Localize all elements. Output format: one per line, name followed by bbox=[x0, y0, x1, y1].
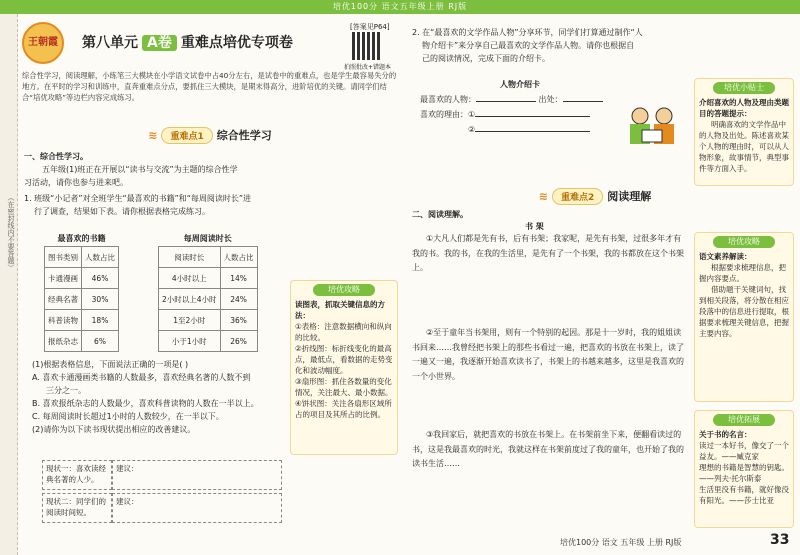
reading-kids-icon bbox=[622, 102, 682, 152]
section1-body: 一、综合性学习。 五年级(1)班正在开展以“读书与交流”为主题的综合性学 习活动，请你也参与进来吧。 1. 班级“小记者”对全班学生“最喜欢的书籍”和“每周阅读时长”进 行了调查，结果如下表。请你根据表格完成练习。 bbox=[24, 150, 399, 218]
name-input[interactable] bbox=[476, 101, 536, 102]
table-row: 卡通漫画 46% bbox=[45, 268, 119, 289]
page-number: 33 bbox=[770, 532, 790, 548]
wave-icon: ≋ bbox=[538, 190, 548, 203]
article-para-2: ②至于童年当书架用，则有一个特别的起因。那是十一岁时，我的姐姐读书回来……我曾经把书架上的那些书看过一遍，把喜欢的书放在书架上，读了一遍又一遍，我逐渐开始喜欢读书了，书架上的书越来越多，这里是我喜欢的一个小世界。 bbox=[412, 328, 684, 381]
article-body bbox=[412, 232, 687, 516]
top-header-bar: 培优100分 语文五年级上册 RJ版 bbox=[0, 0, 800, 14]
question-1-options: (1)根据表格信息，下面说法正确的一项是( ) A. 喜欢卡通漫画类书籍的人数最多，喜欢经典名著的人数不到 三分之一。 B. 喜欢报纸杂志的人数最少，喜欢科普读物的人数在一半以上。 C. 每周阅读时长超过1小时的人数较少，在一半以下。 (2)请你为以下读书现状提出相应的改善建议。 bbox=[32, 358, 290, 436]
tip-extension: 培优拓展 关于书的名言： 读过一本好书，像交了一个益友。——臧克家 理想的书籍是智慧的钥匙。——列夫·托尔斯泰 生活里没有书籍，就好像没有阳光。——莎士比亚 bbox=[694, 410, 794, 528]
article-para-1: ①大凡人们都是先有书，后有书架；我家呢，是先有书架，过很多年才有我的书。我的书，在我的生活里，是先有了一个书架，我的书都放在这个书架上。 bbox=[412, 234, 684, 272]
intro-paragraph: 综合性学习，阅读理解，小练笔三大模块在小学语文试卷中占40分左右，是试卷中的重难点，也是学生最容易失分的地方。在平时的学习和训练中，直奔重难点分点，要抓住三大模块，是期末得高分，进阶培优的关键。请同学们结合“培优攻略”等边栏内容完成练习。 bbox=[22, 71, 397, 102]
table-row: 2小时以上4小时 24% bbox=[159, 289, 258, 310]
option-a: A. 喜欢卡通漫画类书籍的人数最多，喜欢经典名著的人数不到 bbox=[32, 373, 251, 382]
unit-header bbox=[22, 22, 402, 71]
source-input[interactable] bbox=[563, 101, 603, 102]
question-2: 2. 在“最喜欢的文学作品人物”分享环节，同学们打算通过制作“人 物介绍卡”来分享自己最喜欢的文学作品人物。请你也根据自 己的阅读情况，完成下面的介绍卡。 bbox=[412, 28, 643, 63]
character-card: 人物介绍卡 最喜欢的人物： 出处： 喜欢的理由：① ② bbox=[420, 78, 620, 136]
section1-title: ≋ 重难点1 综合性学习 bbox=[148, 129, 272, 142]
article-para-3: ③我回家后，就把喜欢的书放在书架上。在书架前坐下来，便翻看读过的书，这是我最喜欢的时光，我就这样在书架前度过了我的童年，也开始了我的读书生活…… bbox=[412, 430, 684, 468]
option-b: B. 喜欢报纸杂志的人数最少，喜欢科普读物的人数在一半以上。 bbox=[32, 399, 259, 408]
publisher-logo: 王朝霞 bbox=[22, 22, 64, 64]
option-c: C. 每周阅读时长超过1小时的人数较少，在一半以下。 bbox=[32, 412, 224, 421]
table-reading-time: 每周阅读时长 阅读时长 人数占比 4小时以上 14% 2小时以上4小时 24% 1至2小时 36% 小于1小时 26% bbox=[158, 233, 258, 352]
table-row: 小于1小时 26% bbox=[159, 331, 258, 352]
table-favorite-books: 最喜欢的书籍 图书类别 人数占比 卡通漫画 46% 经典名著 30% 科普读物 18% 报纸杂志 6% bbox=[44, 233, 119, 352]
table-row: 科普读物 18% bbox=[45, 310, 119, 331]
tip-strategy-2: 培优攻略 语文素养解读： 根据要求梳理信息，把握内容要点。 借助题干关键词句，找到相关段落，将分散在相应段落中的信息进行提取，根据要求梳理关键信息，把握主要内容。 bbox=[694, 232, 794, 402]
tip-small-hint: 培优小贴士 介绍喜欢的人物及理由类题目的答题提示： 明确喜欢的文学作品中的人物及出处。陈述喜欢某个人物的理由时，可以从人物形象，故事情节，典型事件等方面入手。 bbox=[694, 78, 794, 186]
unit-title: 第八单元 A卷 重难点培优专项卷 bbox=[82, 35, 293, 51]
reason-input-1[interactable] bbox=[475, 116, 590, 117]
part2-heading: 二、阅读理解。 bbox=[412, 210, 468, 219]
table-row: 1至2小时 36% bbox=[159, 310, 258, 331]
binding-margin bbox=[0, 14, 18, 555]
tip-strategy-1: 培优攻略 读图表，抓取关键信息的方法： ①表格：注意数据横向和纵向的比较。 ②折线图：标折线变化的最高点，最低点，看数据的走势变化和波动幅度。 ③扇形图：抓住各数量的变化情况，关注最大、最小数据。 ④饼状图：关注各扇形区域所占的项目及其所占的比例。 bbox=[290, 280, 398, 455]
table-row: 报纸杂志 6% bbox=[45, 331, 119, 352]
suggestion-input-1[interactable]: 建议： bbox=[112, 460, 282, 490]
table-row: 4小时以上 14% bbox=[159, 268, 258, 289]
status-box-1: 现状一：喜欢读经典名著的人少。 bbox=[42, 460, 112, 490]
badge-a: A卷 bbox=[142, 35, 177, 51]
answer-ref: [答案见P64] bbox=[350, 23, 390, 31]
status-box-2: 现状二：同学们的阅读时间短。 bbox=[42, 493, 112, 523]
wave-icon: ≋ bbox=[148, 129, 158, 142]
section2-title: ≋ 重难点2 阅读理解 bbox=[538, 190, 652, 203]
qr-code-icon[interactable] bbox=[352, 32, 380, 60]
qr-caption: 拍照批改+错题本 bbox=[344, 64, 392, 71]
page-footer: 培优100分 语文 五年级 上册 RJ版 bbox=[560, 538, 682, 547]
article-title: 书 架 bbox=[525, 222, 544, 231]
table-row: 经典名著 30% bbox=[45, 289, 119, 310]
suggestion-input-2[interactable]: 建议： bbox=[112, 493, 282, 523]
part1-heading: 一、综合性学习。 bbox=[24, 152, 88, 161]
binding-text: （在密封线内不要答题） bbox=[7, 194, 15, 271]
reason-input-2[interactable] bbox=[475, 131, 590, 132]
